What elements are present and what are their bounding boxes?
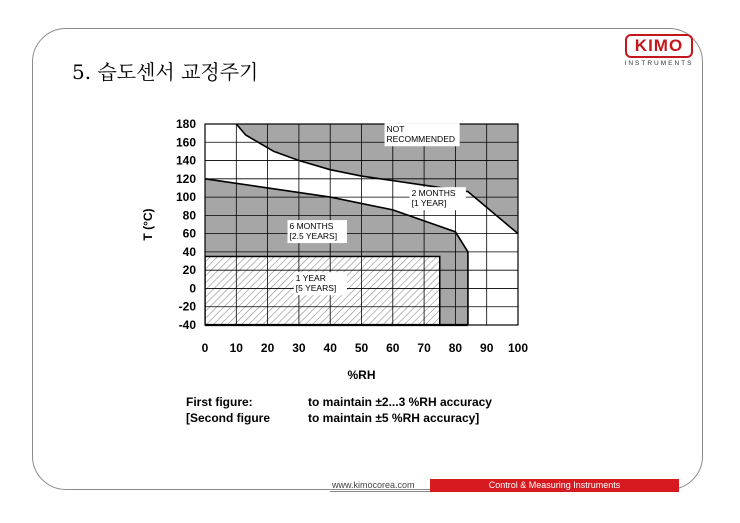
label-6-months-line: [2.5 YEARS]	[289, 231, 338, 242]
y-tick-label: 160	[175, 135, 196, 150]
y-tick-label: 120	[175, 171, 196, 186]
label-2-months-line: 2 MONTHS	[411, 188, 456, 199]
y-tick-label: 20	[182, 263, 196, 278]
footer-divider	[330, 491, 430, 492]
x-tick-label: 60	[386, 341, 400, 355]
x-axis-title: %RH	[347, 368, 376, 382]
label-1-year-line: 1 YEAR	[295, 273, 326, 284]
caption-second-label: [Second figure	[186, 411, 271, 425]
caption-second-text: to maintain ±5 %RH accuracy]	[308, 411, 480, 425]
footer-tagline: Control & Measuring Instruments	[430, 479, 679, 492]
y-tick-label: 60	[182, 226, 196, 241]
logo-tagline: INSTRUMENTS	[624, 60, 694, 67]
footer-url[interactable]: www.kimocorea.com	[332, 480, 415, 490]
x-tick-label: 40	[323, 341, 337, 355]
y-tick-label: 100	[175, 190, 196, 205]
y-tick-label: 140	[175, 153, 196, 168]
label-2-months-line: [1 YEAR]	[411, 198, 447, 209]
x-tick-label: 80	[448, 341, 463, 355]
y-axis-title: T (°C)	[141, 208, 155, 241]
x-tick-label: 100	[507, 341, 529, 355]
caption-first-label: First figure:	[186, 395, 253, 409]
logo-wordmark: KIMO	[625, 34, 693, 58]
x-tick-label: 30	[292, 341, 306, 355]
y-tick-label: 80	[182, 208, 196, 223]
x-tick-label: 50	[354, 341, 369, 355]
label-not-recommended-line: NOT	[386, 124, 405, 135]
label-6-months-line: 6 MONTHS	[289, 221, 334, 232]
label-1-year-line: [5 YEARS]	[295, 283, 337, 294]
y-tick-label: -40	[178, 318, 196, 332]
y-tick-label: 180	[175, 117, 196, 131]
caption-first-text: to maintain ±2...3 %RH accuracy	[308, 395, 492, 409]
x-tick-label: 70	[417, 341, 431, 355]
y-tick-label: -20	[178, 299, 196, 314]
x-tick-label: 0	[201, 341, 209, 355]
y-tick-label: 40	[182, 244, 196, 259]
x-tick-label: 10	[229, 341, 243, 355]
slide-title: 5. 습도센서 교정주기	[72, 60, 259, 84]
x-tick-label: 90	[480, 341, 494, 355]
y-tick-label: 0	[189, 281, 196, 296]
label-not-recommended-line: RECOMMENDED	[386, 134, 456, 145]
x-tick-label: 20	[260, 341, 275, 355]
